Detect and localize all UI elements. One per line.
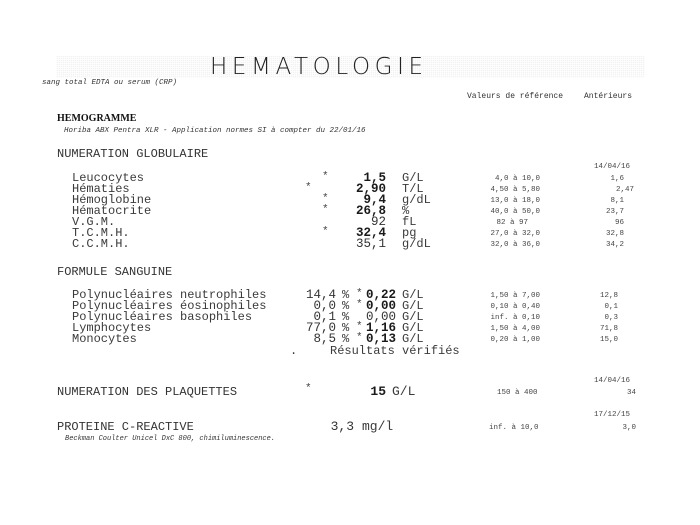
reference-range: 0,10 à 0,40 bbox=[490, 303, 540, 311]
results-verified-label: Résultats vérifiés bbox=[330, 344, 460, 358]
row-label: Monocytes bbox=[72, 332, 137, 346]
result-value: 0,13 bbox=[365, 332, 396, 346]
percent-unit: % bbox=[342, 288, 350, 302]
abnormal-flag: * bbox=[322, 204, 329, 216]
abnormal-flag: * bbox=[322, 171, 329, 183]
reference-range: 150 à 400 bbox=[497, 389, 538, 397]
abnormal-flag: * bbox=[356, 321, 363, 333]
reference-range: 27,0 à 32,0 bbox=[490, 230, 540, 238]
previous-value: 32,8 bbox=[605, 230, 624, 238]
reference-range: 82 à 97 bbox=[496, 219, 528, 227]
previous-value: 34 bbox=[626, 389, 636, 397]
percent-value: 0,1 bbox=[313, 310, 336, 324]
result-value: 0,22 bbox=[365, 288, 396, 302]
percent-unit: % bbox=[342, 332, 350, 346]
result-value: 15 bbox=[370, 384, 386, 399]
crp-title: PROTEINE C-REACTIVE bbox=[57, 420, 194, 434]
row-label: C.C.M.H. bbox=[72, 237, 130, 251]
previous-value: 1,6 bbox=[610, 175, 624, 183]
previous-value: 8,1 bbox=[610, 197, 624, 205]
reference-range: 40,0 à 50,0 bbox=[490, 208, 540, 216]
column-header-previous: Antérieurs bbox=[584, 92, 633, 101]
row-label: Polynucléaires éosinophiles bbox=[72, 299, 267, 313]
previous-value: 12,8 bbox=[599, 292, 618, 300]
reference-range: 0,20 à 1,00 bbox=[490, 336, 540, 344]
reference-range: 4,50 à 5,80 bbox=[490, 186, 540, 194]
result-unit: T/L bbox=[402, 182, 424, 196]
abnormal-flag: * bbox=[305, 383, 312, 395]
specimen-type: sang total EDTA ou serum (CRP) bbox=[42, 79, 178, 87]
result-unit: G/L bbox=[402, 310, 424, 324]
previous-date: 17/12/15 bbox=[594, 411, 631, 419]
result-value: 2,90 bbox=[355, 182, 386, 196]
percent-unit: % bbox=[342, 321, 350, 335]
previous-value: 96 bbox=[614, 219, 624, 227]
previous-date: 14/04/16 bbox=[594, 163, 631, 171]
verified-dot: . bbox=[290, 344, 298, 358]
reference-range: 4,0 à 10,0 bbox=[494, 175, 540, 183]
reference-range: 1,50 à 7,00 bbox=[490, 292, 540, 300]
abnormal-flag: * bbox=[356, 299, 363, 311]
section-formule-sanguine: FORMULE SANGUINE bbox=[57, 265, 173, 279]
percent-value: 14,4 bbox=[305, 288, 336, 302]
row-label: Polynucléaires neutrophiles bbox=[72, 288, 267, 302]
row-label: Leucocytes bbox=[72, 171, 145, 185]
result-value: 32,4 bbox=[355, 226, 386, 240]
result-unit: G/L bbox=[402, 332, 424, 346]
percent-value: 0,0 bbox=[313, 299, 336, 313]
result-unit: g/dL bbox=[402, 193, 431, 207]
result-value: 1,16 bbox=[365, 321, 396, 335]
previous-value: 34,2 bbox=[605, 241, 624, 249]
reference-range: inf. à 10,0 bbox=[489, 424, 539, 432]
percent-value: 77,0 bbox=[305, 321, 336, 335]
abnormal-flag: * bbox=[356, 288, 363, 300]
result-value: 0,00 bbox=[365, 310, 396, 324]
abnormal-flag: * bbox=[322, 193, 329, 205]
result-unit: G/L bbox=[392, 384, 416, 399]
previous-value: 3,0 bbox=[622, 424, 636, 432]
crp-method: Beckman Coulter Unicel DxC 800, chimiluminescence. bbox=[65, 435, 276, 443]
previous-date: 14/04/16 bbox=[594, 377, 631, 385]
reference-range: 13,0 à 18,0 bbox=[490, 197, 540, 205]
result-unit: % bbox=[402, 204, 410, 218]
result-value: 1,5 bbox=[363, 171, 386, 185]
reference-range: 1,50 à 4,00 bbox=[490, 325, 540, 333]
result-unit: G/L bbox=[402, 288, 424, 302]
plaquettes-title: NUMERATION DES PLAQUETTES bbox=[57, 385, 238, 399]
result-unit: mg/l bbox=[362, 419, 394, 434]
result-value: 9,4 bbox=[363, 193, 386, 207]
previous-value: 71,8 bbox=[599, 325, 618, 333]
result-unit: G/L bbox=[402, 299, 424, 313]
row-label: V.G.M. bbox=[72, 215, 116, 229]
result-unit: fL bbox=[402, 215, 417, 229]
previous-value: 0,1 bbox=[604, 303, 618, 311]
result-value: 35,1 bbox=[355, 237, 386, 251]
row-label: Hématocrite bbox=[72, 204, 152, 218]
previous-value: 2,47 bbox=[615, 186, 634, 194]
section-numeration-globulaire: NUMERATION GLOBULAIRE bbox=[57, 147, 209, 161]
previous-value: 0,3 bbox=[604, 314, 618, 322]
result-value: 3,3 bbox=[330, 419, 354, 434]
previous-value: 15,0 bbox=[599, 336, 618, 344]
row-label: Hémoglobine bbox=[72, 193, 152, 207]
abnormal-flag: * bbox=[305, 182, 312, 194]
result-value: 0,00 bbox=[365, 299, 396, 313]
percent-unit: % bbox=[342, 299, 350, 313]
result-unit: pg bbox=[402, 226, 417, 240]
abnormal-flag: * bbox=[322, 226, 329, 238]
percent-value: 8,5 bbox=[313, 332, 336, 346]
column-header-reference: Valeurs de référence bbox=[467, 92, 564, 101]
hemogramme-method: Horiba ABX Pentra XLR - Application normes SI à compter du 22/01/16 bbox=[64, 127, 366, 135]
previous-value: 23,7 bbox=[605, 208, 624, 216]
row-label: Polynucléaires basophiles bbox=[72, 310, 253, 324]
result-value: 92 bbox=[370, 215, 386, 229]
abnormal-flag: * bbox=[356, 332, 363, 344]
result-unit: G/L bbox=[402, 171, 424, 185]
row-label: Hématies bbox=[72, 182, 130, 196]
reference-range: inf. à 0,10 bbox=[490, 314, 540, 322]
reference-range: 32,0 à 36,0 bbox=[490, 241, 540, 249]
result-unit: G/L bbox=[402, 321, 424, 335]
row-label: T.C.M.H. bbox=[72, 226, 130, 240]
result-value: 26,8 bbox=[355, 204, 386, 218]
result-unit: g/dL bbox=[402, 237, 431, 251]
hemogramme-title: HEMOGRAMME bbox=[57, 113, 137, 124]
row-label: Lymphocytes bbox=[72, 321, 152, 335]
page-title: HEMATOLOGIE bbox=[210, 54, 428, 80]
percent-unit: % bbox=[342, 310, 350, 324]
